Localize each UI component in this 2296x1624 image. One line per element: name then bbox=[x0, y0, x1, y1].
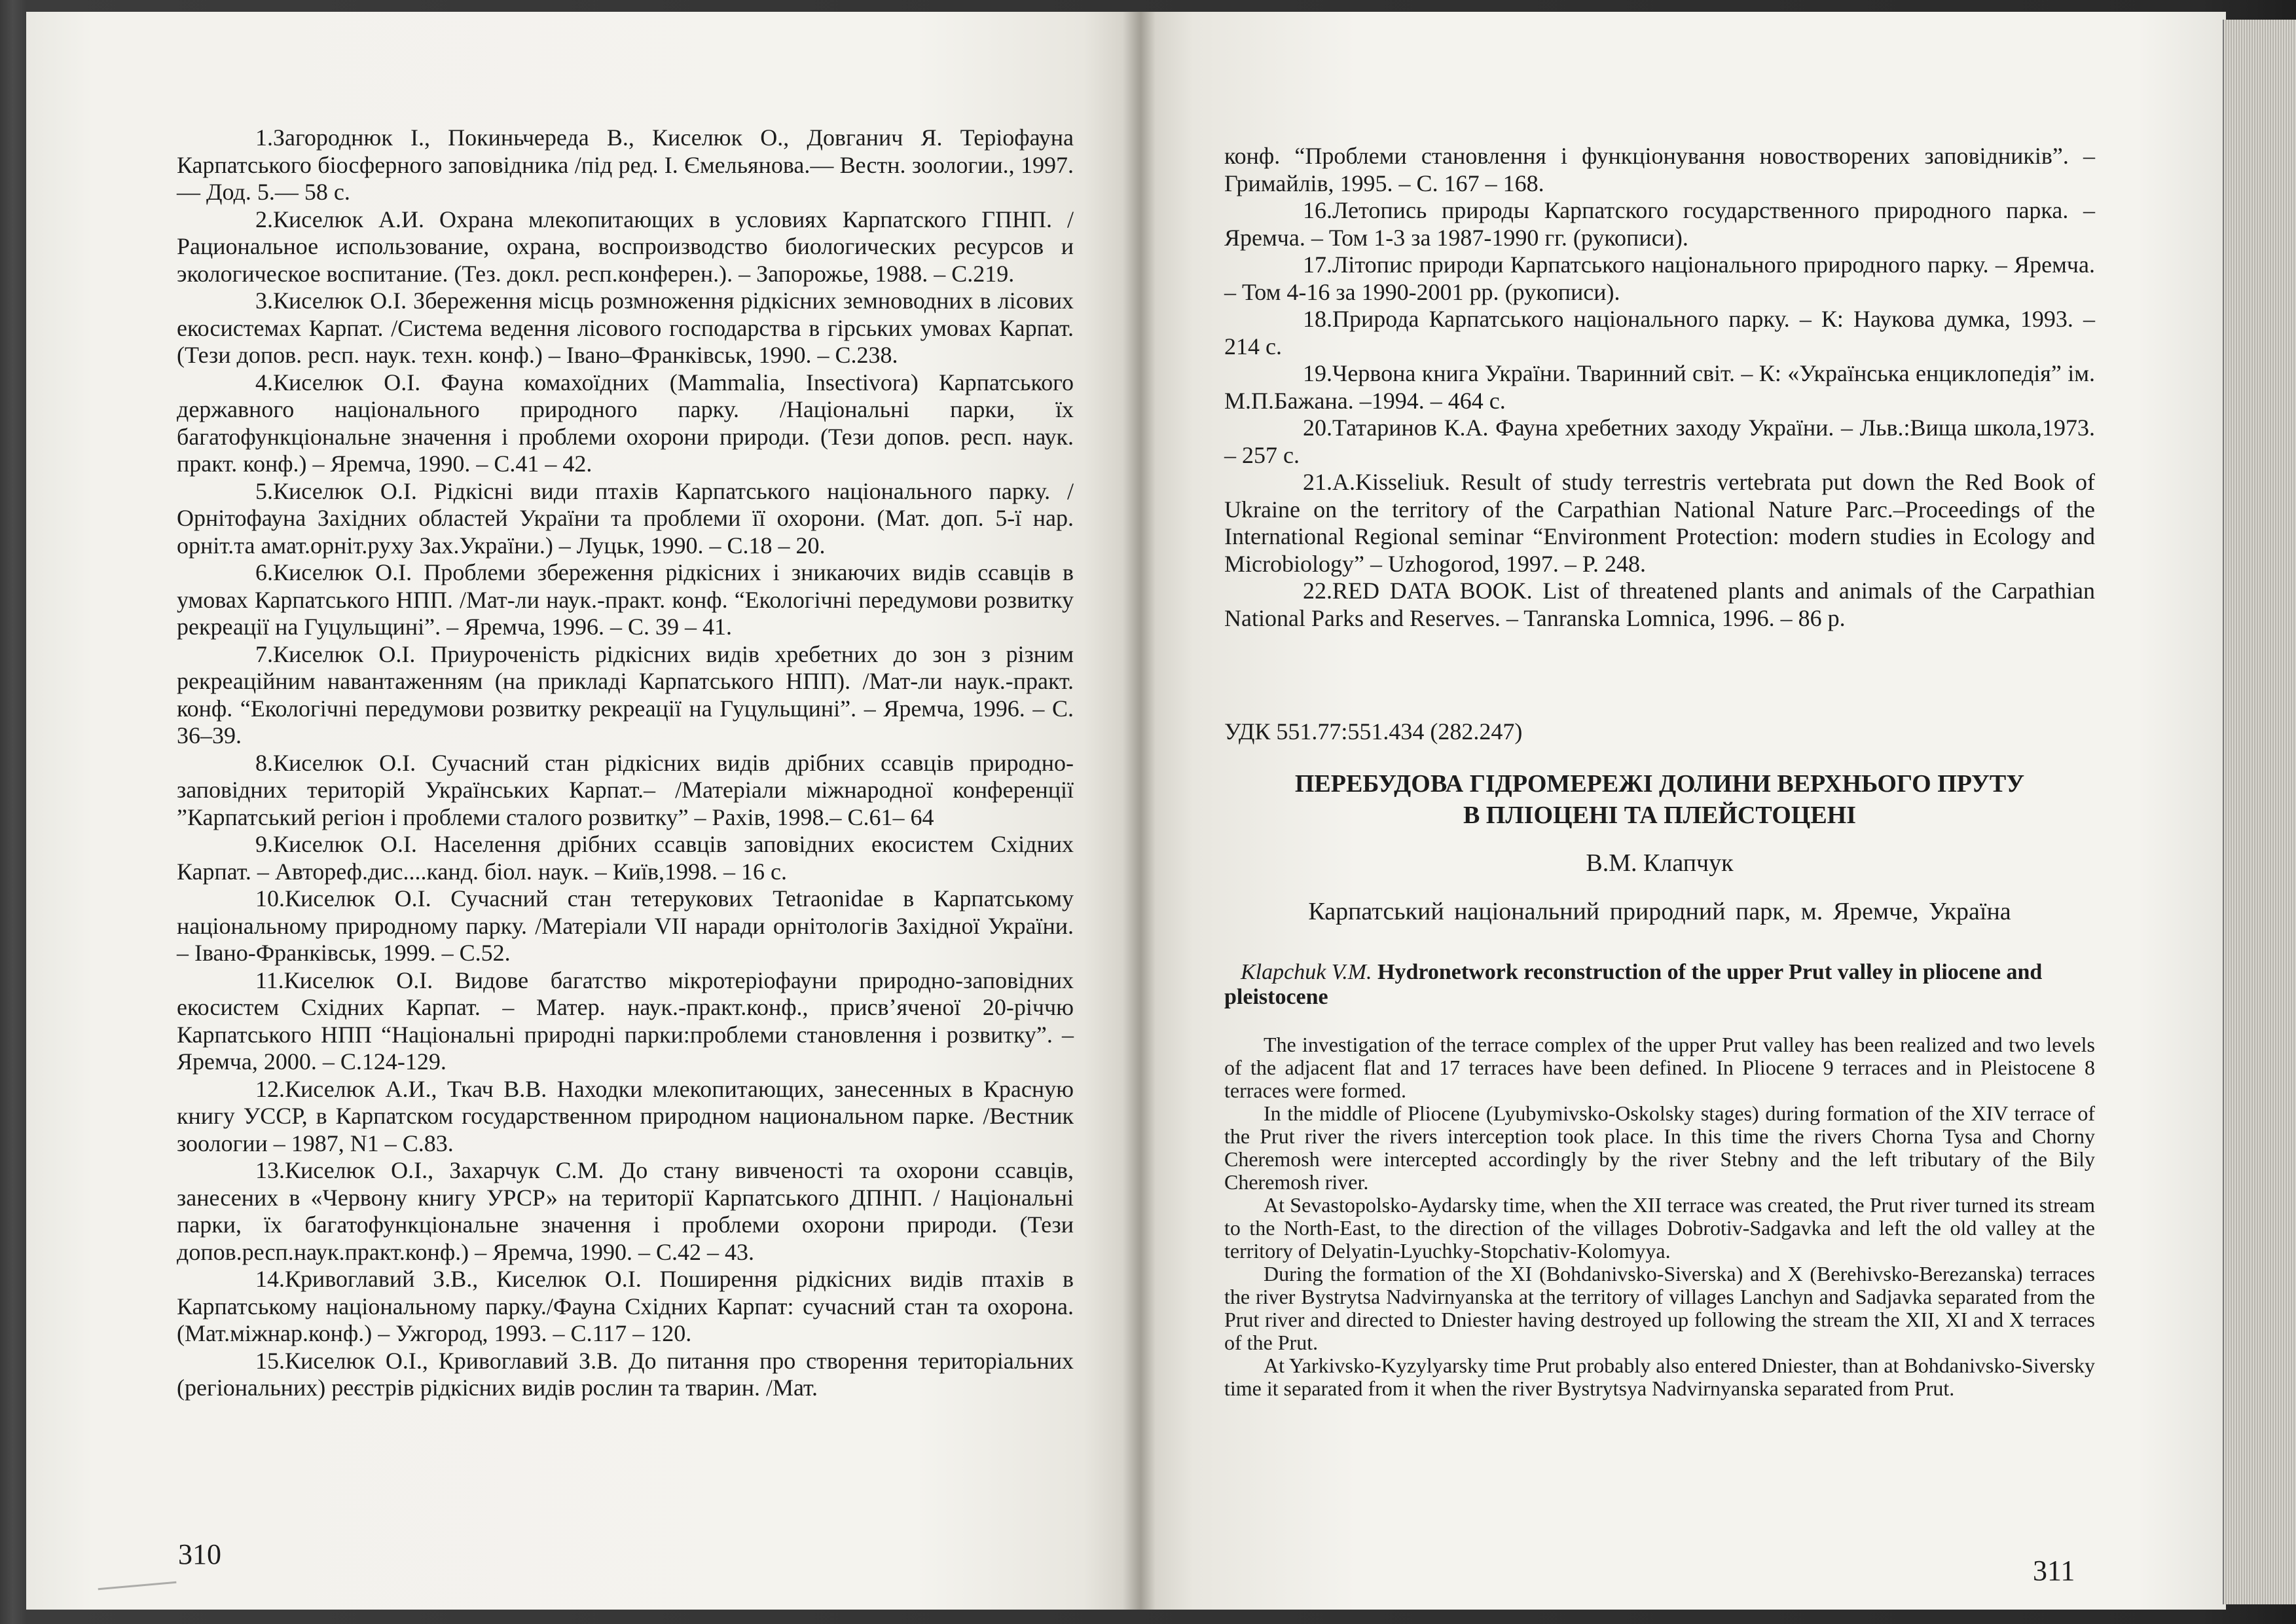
reference-number: 22. bbox=[1303, 578, 1332, 604]
article-title-line-2: В ПЛІОЦЕНІ ТА ПЛЕЙСТОЦЕНІ bbox=[1463, 802, 1857, 829]
reference-list-right bbox=[1224, 143, 2095, 632]
reference-number: 19. bbox=[1303, 360, 1332, 386]
reference-item bbox=[177, 1348, 1074, 1402]
right-page bbox=[1139, 12, 2226, 1610]
reference-item bbox=[177, 478, 1074, 560]
abstract-body bbox=[1224, 1033, 2095, 1400]
reference-text: Червона книга України. Тваринний світ. – К: «Українська енциклопедія” ім. М.П.Бажана. –1994. – 464 с. bbox=[1224, 360, 2095, 414]
reference-item bbox=[177, 206, 1074, 288]
reference-text: Киселюк О.І., Захарчук С.М. До стану вивченості та охорони ссавців, занесених в «Червону книгу УРСР» на території Карпатського ДПНП. / Національні парки, їх багатофункціональне значення і проблеми охорони природи. (Тези допов.респ.наук.практ.конф.) – Яремча, 1990. – С.42 – 43. bbox=[177, 1157, 1074, 1265]
reference-item bbox=[177, 641, 1074, 750]
page-edges bbox=[2223, 20, 2296, 1604]
reference-text: Киселюк О.І., Кривоглавий З.В. До питання про створення територіальних (регіональних) реєстрів рідкісних видів рослин та тварин. /Мат. bbox=[177, 1347, 1074, 1401]
reference-number: 21. bbox=[1303, 469, 1332, 495]
reference-text: Природа Карпатського національного парку. – К: Наукова думка, 1993. – 214 с. bbox=[1224, 306, 2095, 360]
abstract-paragraph: In the middle of Pliocene (Lyubymivsko-Oskolsky stages) during formation of the XIV terrace of the Prut river the rivers interception took place. In this time the rivers Chorna Tysa and Chorny Cheremosh were intercepted accordingly by the river Stebny and the left tributary of the Bily Cheremosh river. bbox=[1224, 1101, 2095, 1194]
abstract-paragraph: During the formation of the XI (Bohdanivsko-Siverska) and X (Berehivsko-Berezanska) terraces the river Bystrytsa Nadvirnyanska at the territory of villages Lanchyn and Sadjavka separated from the Prut river and directed to Dniester having destroyed up following the stream the XII, XI and X terraces of the Prut. bbox=[1224, 1262, 2095, 1354]
reference-item bbox=[1224, 415, 2095, 469]
reference-number: 18. bbox=[1303, 306, 1332, 332]
reference-item bbox=[177, 750, 1074, 832]
reference-item bbox=[177, 1076, 1074, 1158]
reference-number: 13. bbox=[255, 1157, 285, 1183]
reference-text: Киселюк О.І. Сучасний стан рідкісних видів дрібних ссавців природно-заповідних територій Українських Карпат.– /Матеріали міжнародної конференції ”Карпатський регіон і проблеми сталого розвитку” – Рахів, 1998.– С.61– 64 bbox=[177, 749, 1074, 830]
reference-item bbox=[177, 885, 1074, 967]
article-author: В.М. Клапчук bbox=[1586, 849, 1734, 877]
left-page bbox=[26, 12, 1139, 1610]
reference-number: 11. bbox=[255, 967, 284, 993]
reference-text: Киселюк А.И. Охрана млекопитающих в условиях Карпатского ГПНП. /Рациональное использование, охрана, воспроизводство биологических ресурсов и экологическое воспитание. (Тез. докл. респ.конферен.). – Запорожье, 1988. – С.219. bbox=[177, 206, 1074, 287]
reference-number: 6. bbox=[255, 559, 273, 585]
reference-item bbox=[1224, 306, 2095, 360]
reference-text: Загороднюк І., Покиньчереда В., Киселюк О., Довганич Я. Теріофауна Карпатського біосферного заповідника /під ред. І. Ємельянова.— Вестн. зоологии., 1997.— Дод. 5.— 58 с. bbox=[177, 124, 1074, 205]
reference-text: Літопис природи Карпатського національного природного парку. – Яремча. – Том 4-16 за 1990-2001 рр. (рукописи). bbox=[1224, 251, 2095, 305]
reference-number: 12. bbox=[255, 1075, 285, 1102]
udk-code: УДК 551.77:551.434 (282.247) bbox=[1224, 718, 1523, 745]
reference-item bbox=[177, 831, 1074, 885]
reference-number: 8. bbox=[255, 749, 273, 776]
reference-number: 2. bbox=[255, 206, 273, 232]
reference-text: A.Kisseliuk. Result of study terrestris vertebrata put down the Red Book of Ukraine on the territory of the Carpathian National Nature Parc.–Proceedings of the International Regional seminar “Environment Protection: modern studies in Ecology and Microbiology” – Uzhogorod, 1997. – P. 248. bbox=[1224, 469, 2095, 577]
reference-number: 5. bbox=[255, 477, 273, 504]
reference-item bbox=[177, 369, 1074, 478]
reference-text: Киселюк О.І. Проблеми збереження рідкісних і зникаючих видів ссавців в умовах Карпатського НПП. /Мат-ли наук.-практ. конф. “Екологічні передумови розвитку рекреації на Гуцульщині”. – Яремча, 1996. – С. 39 – 41. bbox=[177, 559, 1074, 640]
reference-item bbox=[1224, 251, 2095, 306]
reference-text: Киселюк О.І. Приуроченість рідкісних видів хребетних до зон з різним рекреаційним навантаженням (на прикладі Карпатського НПП). /Мат-ли наук.-практ. конф. “Екологічні передумови розвитку рекреації на Гуцульщині”. – Яремча, 1996. – С. 36–39. bbox=[177, 640, 1074, 748]
reference-text: Летопись природы Карпатского государственного природного парка. –Яремча. – Том 1-3 за 1987-1990 гг. (рукописи). bbox=[1224, 197, 2095, 251]
article-title bbox=[1224, 768, 2095, 831]
book-gutter bbox=[1123, 12, 1156, 1610]
reference-text: Киселюк А.И., Ткач В.В. Находки млекопитающих, занесенных в Красную книгу УССР, в Карпатском государственном природном национальном парке. /Вестник зоологии – 1987, N1 – С.83. bbox=[177, 1075, 1074, 1156]
reference-number: 7. bbox=[255, 640, 273, 667]
reference-text: Киселюк О.І. Рідкісні види птахів Карпатського національного парку. / Орнітофауна Західних областей України та проблеми її охорони. (Мат. доп. 5-ї нар. орніт.та амат.орніт.руху Зах.України.) – Луцьк, 1990. – С.18 – 20. bbox=[177, 477, 1074, 559]
reference-item bbox=[177, 967, 1074, 1076]
reference-text: Киселюк О.І. Збереження місць розмноження рідкісних земноводних в лісових екосистемах Карпат. /Система ведення лісового господарства в гірських умовах Карпат. (Тези допов. респ. наук. техн. конф.) – Івано–Франківськ, 1990. – С.238. bbox=[177, 287, 1074, 368]
reference-number: 17. bbox=[1303, 251, 1332, 278]
reference-number: 10. bbox=[255, 885, 285, 912]
reference-item bbox=[1224, 578, 2095, 632]
reference-number: 3. bbox=[255, 287, 273, 314]
reference-number: 16. bbox=[1303, 197, 1332, 223]
reference-item bbox=[177, 1266, 1074, 1348]
reference-item bbox=[177, 1157, 1074, 1266]
reference-number: 14. bbox=[255, 1266, 285, 1292]
abstract-paragraph: The investigation of the terrace complex of the upper Prut valley has been realized and two levels of the adjacent flat and 17 terraces have been defined. In Pliocene 9 terraces and in Pleistocene 8 terraces were formed. bbox=[1224, 1033, 2095, 1102]
page-number-left: 310 bbox=[178, 1538, 221, 1570]
reference-item bbox=[1224, 360, 2095, 415]
reference-number: 4. bbox=[255, 369, 273, 396]
reference-text: Киселюк О.І. Фауна комахоїдних (Mammalia, Insectivora) Карпатського державного національного природного парку. /Національні парки, їх багатофункціональне значення і проблеми охорони природи. (Тези допов. респ. наук. практ. конф.) – Яремча, 1990. – С.41 – 42. bbox=[177, 369, 1074, 477]
page-number-right: 311 bbox=[2033, 1555, 2075, 1587]
reference-item bbox=[1224, 469, 2095, 578]
reference-item bbox=[1224, 197, 2095, 251]
abstract-title: Hydronetwork reconstruction of the upper Prut valley in pliocene and pleistocene bbox=[1224, 960, 2043, 1009]
reference-item bbox=[177, 559, 1074, 641]
reference-items-right bbox=[1224, 197, 2095, 632]
reference-number: 20. bbox=[1303, 415, 1332, 441]
reference-text: Татаринов К.А. Фауна хребетних заходу України. – Льв.:Вища школа,1973. – 257 с. bbox=[1224, 415, 2095, 468]
article-title-line-1: ПЕРЕБУДОВА ГІДРОМЕРЕЖІ ДОЛИНИ ВЕРХНЬОГО ПРУТУ bbox=[1294, 770, 2025, 798]
reference-list-left bbox=[177, 124, 1074, 1402]
reference-item bbox=[177, 287, 1074, 369]
abstract-paragraph: At Yarkivsko-Kyzylyarsky time Prut probably also entered Dniester, than at Bohdanivsko-Siversky time it separated from it when the river Bystrytsya Nadvirnyanska separated from Prut. bbox=[1224, 1354, 2095, 1400]
article-affiliation: Карпатський національний природний парк, м. Яремче, Україна bbox=[1308, 898, 2011, 925]
reference-text: Кривоглавий З.В., Киселюк О.І. Поширення рідкісних видів птахів в Карпатському національному парку./Фауна Східних Карпат: сучасний стан та охорона. (Мат.міжнар.конф.) – Ужгород, 1993. – С.117 – 120. bbox=[177, 1266, 1074, 1346]
reference-text: RED DATA BOOK. List of threatened plants and animals of the Carpathian National Parks and Reserves. – Tanranska Lomnica, 1996. – 86 p. bbox=[1224, 578, 2095, 631]
abstract-paragraph: At Sevastopolsko-Aydarsky time, when the XII terrace was created, the Prut river turned its stream to the North-East, to the direction of the villages Dobrotiv-Sadgavka and left the old valley at the territory of Delyatin-Lyuchky-Stopchativ-Kolomyya. bbox=[1224, 1193, 2095, 1263]
reference-continuation: конф. “Проблеми становлення і функціонування новостворених заповідників”. –Гримайлів, 1995. – С. 167 – 168. bbox=[1224, 143, 2095, 196]
abstract-author: Klapchuk V.M. bbox=[1241, 960, 1372, 984]
reference-text: Киселюк О.І. Населення дрібних ссавців заповідних екосистем Східних Карпат. – Автореф.дис....канд. біол. наук. – Київ,1998. – 16 с. bbox=[177, 831, 1074, 885]
reference-number: 9. bbox=[255, 831, 273, 857]
reference-text: Киселюк О.І. Сучасний стан тетерукових Tetraonidae в Карпатському національному природному парку. /Матеріали VII наради орнітологів Західної України. – Івано-Франківськ, 1999. – С.52. bbox=[177, 885, 1074, 966]
reference-item bbox=[177, 124, 1074, 206]
reference-number: 15. bbox=[255, 1347, 285, 1374]
reference-number: 1. bbox=[255, 124, 273, 151]
abstract-heading bbox=[1224, 960, 2095, 1010]
reference-text: Киселюк О.І. Видове багатство мікротеріофауни природно-заповідних екосистем Східних Карпат. – Матер. наук.-практ.конф., присв’яченої 20-річчю Карпатського НПП “Національні природні парки:проблеми становлення і розвитку”. – Яремча, 2000. – С.124-129. bbox=[177, 967, 1074, 1075]
